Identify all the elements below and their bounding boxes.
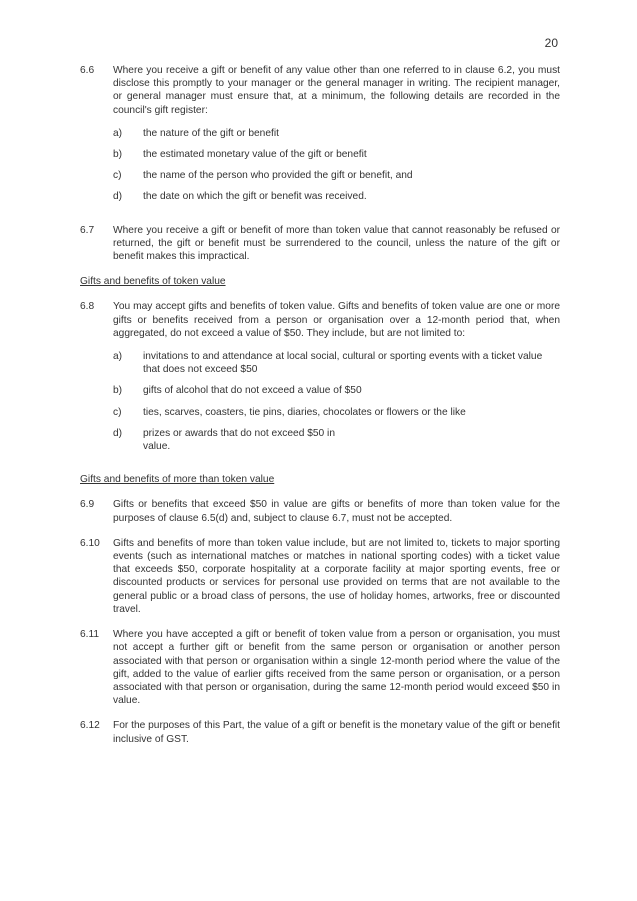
list-item-text: ties, scarves, coasters, tie pins, diaries, chocolates or flowers or the like: [143, 406, 466, 418]
document-body: [80, 64, 560, 758]
list-item: [113, 384, 560, 397]
clause-number: 6.9: [80, 499, 95, 511]
list-marker: a): [113, 127, 123, 139]
clause-6-9: [80, 498, 560, 524]
clause-body: [113, 300, 560, 461]
list-item: [113, 127, 560, 140]
section-heading-token-value: Gifts and benefits of token value: [80, 276, 226, 288]
clause-number: 6.10: [80, 537, 100, 549]
list-marker: c): [113, 406, 122, 418]
clause-number: 6.6: [80, 65, 95, 76]
list-marker: c): [113, 170, 122, 182]
list-item-text: invitations to and attendance at local social, cultural or sporting events with a ticket value that does not exceed $50: [143, 351, 543, 376]
clause-number: 6.11: [80, 629, 100, 641]
clause-body: [113, 64, 560, 212]
clause-6-11: [80, 628, 560, 707]
clause-6-7: [80, 224, 560, 264]
list-marker: b): [113, 385, 123, 397]
clause-text: For the purposes of this Part, the value of a gift or benefit is the monetary value of the gift or benefit inclusive of GST.: [113, 720, 560, 745]
clause-6-10: [80, 537, 560, 616]
clause-number: 6.8: [80, 301, 95, 313]
page-number: 20: [544, 36, 558, 50]
list-item: [113, 406, 560, 419]
section-heading-more-than-token-value: Gifts and benefits of more than token value: [80, 474, 275, 486]
list-item: [113, 350, 560, 376]
list-marker: b): [113, 149, 123, 161]
clause-text: You may accept gifts and benefits of token value. Gifts and benefits of token value are one or more gifts or benefits received from a person or organisation over a 12-month period that, when aggregated, do not exceed a value of $50. They include, but are not limited to:: [113, 301, 560, 339]
list-item: [113, 169, 560, 182]
clause-number: 6.7: [80, 224, 95, 236]
clause-text: Where you have accepted a gift or benefit of token value from a person or organisation, you must not accept a further gift or benefit from the same person or organisation or another person associated with that person or organisation within a single 12-month period where the value of the gift, added to the value of earlier gifts received from the same person or organisation, or a person associated with that person or organisation, during the same 12-month period would exceed $50 in value.: [113, 629, 560, 707]
clause-6-12: [80, 719, 560, 745]
clause-6-8: [80, 300, 560, 461]
list-item-text: the nature of the gift or benefit: [143, 127, 279, 139]
sub-list: [113, 127, 560, 204]
list-item-text: gifts of alcohol that do not exceed a value of $50: [143, 385, 362, 397]
list-item-text: the date on which the gift or benefit was received.: [143, 191, 367, 203]
list-marker: d): [113, 427, 123, 439]
list-item-text: the name of the person who provided the gift or benefit, and: [143, 170, 413, 182]
clause-text: Where you receive a gift or benefit of any value other than one referred to in clause 6.2, you must disclose this promptly to your manager or the general manager in writing. The recipient manager, or general manager must ensure that, at a minimum, the following details are recorded in the council's gift register:: [113, 65, 560, 116]
clause-text: Gifts and benefits of more than token value include, but are not limited to, tickets to major sporting events (such as international matches or matches in national sporting codes) with a ticket value that exceeds $50, corporate hospitality at a corporate facility at major sporting events, free or discounted products or services for personal use provided on terms that are not available to the general public or a broad class of persons, the use of holiday homes, artworks, free or discounted travel.: [113, 537, 560, 615]
list-item: [113, 427, 560, 453]
sub-list: [113, 350, 560, 453]
list-item-text: prizes or awards that do not exceed $50 in value.: [143, 427, 335, 453]
list-marker: d): [113, 191, 123, 203]
clause-text: Where you receive a gift or benefit of more than token value that cannot reasonably be refused or returned, the gift or benefit must be surrendered to the council, unless the nature of the gift or benefit makes this impractical.: [113, 224, 560, 263]
list-item-text: the estimated monetary value of the gift or benefit: [143, 149, 367, 161]
list-item: [113, 190, 560, 203]
list-item: [113, 148, 560, 161]
clause-number: 6.12: [80, 720, 100, 732]
clause-text: Gifts or benefits that exceed $50 in value are gifts or benefits of more than token value for the purposes of clause 6.5(d) and, subject to clause 6.7, must not be accepted.: [113, 499, 560, 524]
clause-6-6: [80, 64, 560, 212]
list-marker: a): [113, 351, 123, 363]
